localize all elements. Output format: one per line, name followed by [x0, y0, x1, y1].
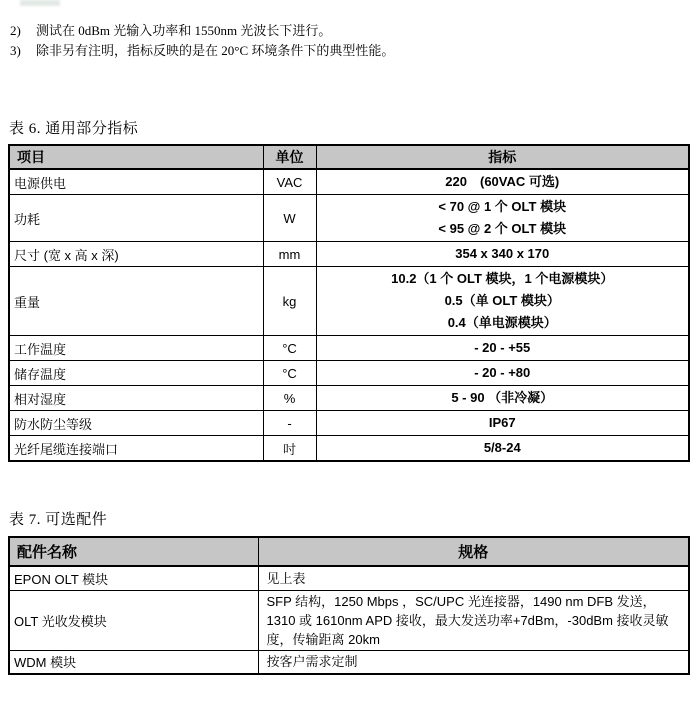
column-header-spec: 指标: [316, 145, 689, 169]
unit-cell: -: [263, 411, 316, 436]
spec-cell: 见上表: [258, 566, 689, 590]
note-number: 2): [10, 23, 21, 38]
item-cell: 重量: [9, 267, 263, 336]
spec-cell: [316, 267, 689, 336]
unit-cell: mm: [263, 242, 316, 267]
unit-cell: VAC: [263, 169, 316, 195]
page-top-artifact: [20, 0, 60, 6]
item-cell: 防水防尘等级: [9, 411, 263, 436]
note-line: [10, 21, 394, 41]
item-cell: 尺寸 (宽 x 高 x 深): [9, 242, 263, 267]
spec-cell: [316, 195, 689, 242]
item-cell: EPON OLT 模块: [9, 566, 258, 590]
note-text: 除非另有注明，指标反映的是在 20°C 环境条件下的典型性能。: [36, 43, 395, 58]
spec-line: 5/8-24: [483, 440, 521, 455]
table7-title: 表 7. 可选配件: [9, 512, 108, 528]
table6-header-row: [9, 145, 689, 169]
spec-line: 5 - 90 （非冷凝）: [451, 390, 554, 405]
spec-line: IP67: [488, 415, 516, 430]
unit-cell: °C: [263, 336, 316, 361]
table-row: [9, 411, 689, 436]
table6-general-specs: [8, 144, 690, 462]
column-header-item: 项目: [9, 145, 263, 169]
item-cell: 相对湿度: [9, 386, 263, 411]
column-header-accessory-name: 配件名称: [9, 537, 258, 566]
spec-cell: [316, 169, 689, 195]
note-line: [10, 41, 394, 61]
spec-line: 354 x 340 x 170: [455, 246, 550, 261]
item-cell: 光纤尾缆连接端口: [9, 436, 263, 462]
table-row: [9, 195, 689, 242]
spec-line: < 95 @ 2 个 OLT 模块: [438, 221, 567, 236]
spec-cell: [316, 411, 689, 436]
spec-line: 0.4（单电源模块）: [447, 315, 557, 330]
table-row: [9, 566, 689, 590]
note-text: 测试在 0dBm 光输入功率和 1550nm 光波长下进行。: [36, 23, 332, 38]
spec-cell: [316, 361, 689, 386]
table7-optional-accessories: [8, 536, 690, 675]
unit-cell: kg: [263, 267, 316, 336]
note-number: 3): [10, 43, 21, 58]
spec-line: 10.2（1 个 OLT 模块，1 个电源模块）: [391, 271, 614, 286]
notes-block: [10, 21, 394, 61]
spec-line: - 20 - +80: [474, 365, 531, 380]
item-cell: WDM 模块: [9, 650, 258, 674]
spec-cell: 按客户需求定制: [258, 650, 689, 674]
table-row: [9, 169, 689, 195]
spec-cell: SFP 结构，1250 Mbps ，SC/UPC 光连接器，1490 nm DFB 发送，1310 或 1610nm APD 接收，最大发送功率+7dBm，-30dBm 接收灵敏度，传输距离 20km: [258, 590, 689, 650]
item-cell: 储存温度: [9, 361, 263, 386]
table-row: [9, 386, 689, 411]
spec-cell: [316, 336, 689, 361]
spec-line: 220 (60VAC 可选): [445, 174, 560, 189]
spec-cell: [316, 242, 689, 267]
table-row: [9, 590, 689, 650]
spec-cell: [316, 386, 689, 411]
item-cell: 功耗: [9, 195, 263, 242]
unit-cell: °C: [263, 361, 316, 386]
item-cell: 电源供电: [9, 169, 263, 195]
table-row: [9, 361, 689, 386]
table-row: [9, 650, 689, 674]
column-header-unit: 单位: [263, 145, 316, 169]
unit-cell: W: [263, 195, 316, 242]
table6-title: 表 6. 通用部分指标: [9, 121, 139, 137]
item-cell: 工作温度: [9, 336, 263, 361]
spec-cell: [316, 436, 689, 462]
table-row: [9, 242, 689, 267]
column-header-specification: 规格: [258, 537, 689, 566]
unit-cell: 吋: [263, 436, 316, 462]
table-row: [9, 267, 689, 336]
spec-line: 0.5（单 OLT 模块）: [444, 293, 560, 308]
unit-cell: %: [263, 386, 316, 411]
table7-header-row: [9, 537, 689, 566]
item-cell: OLT 光收发模块: [9, 590, 258, 650]
spec-line: - 20 - +55: [474, 340, 531, 355]
table-row: [9, 336, 689, 361]
spec-line: < 70 @ 1 个 OLT 模块: [438, 199, 567, 214]
table-row: [9, 436, 689, 462]
